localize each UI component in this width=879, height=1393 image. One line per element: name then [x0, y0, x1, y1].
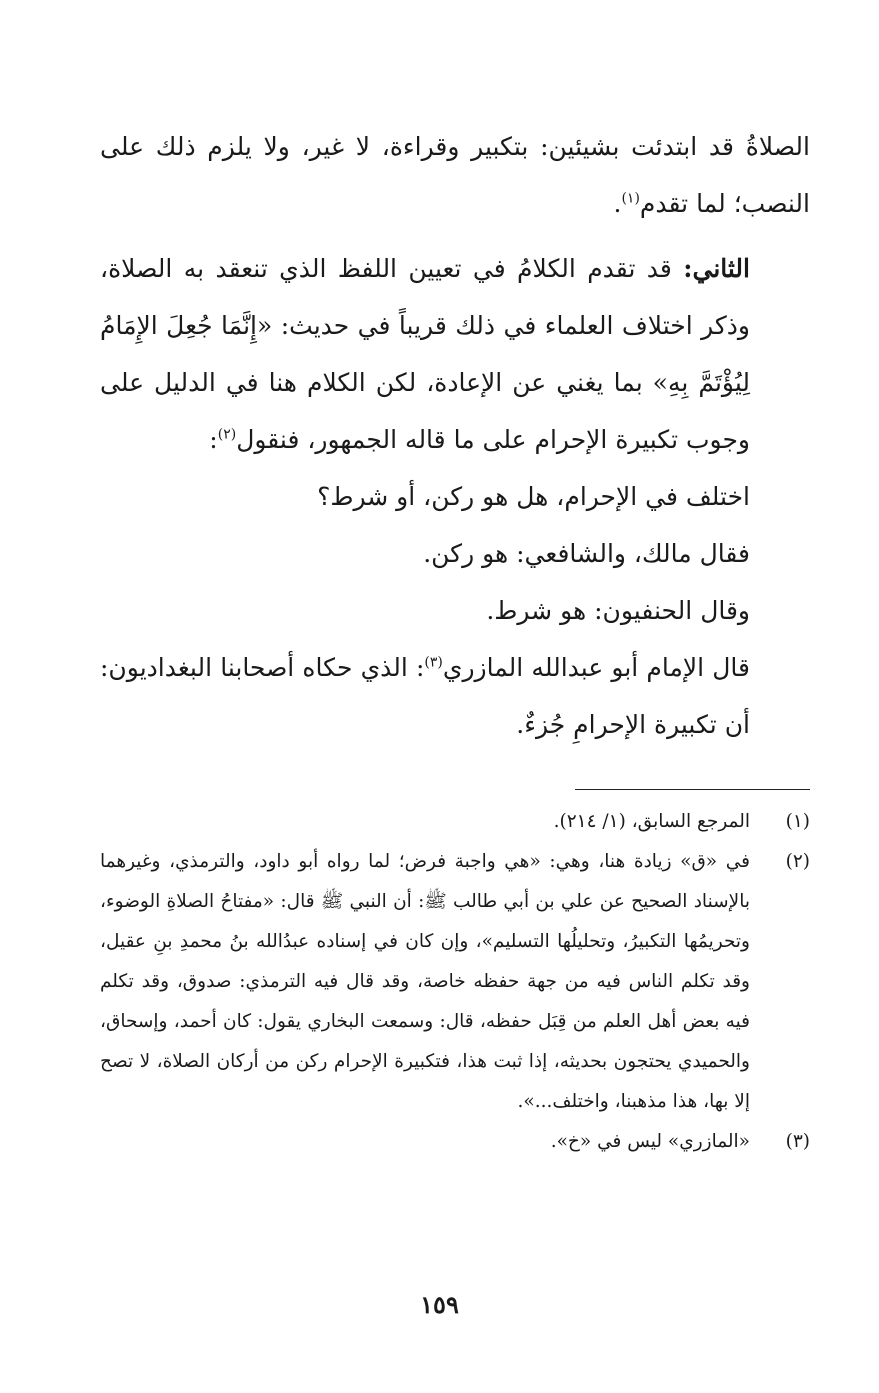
paragraph-2: الثاني: قد تقدم الكلامُ في تعيين اللفظ الذي تنعقد به الصلاة، وذكر اختلاف العلماء في ذلك قريباً في حديث: «إِنَّمَا جُعِلَ الإِمَامُ لِيُؤْتَمَّ بِهِ» بما يغني عن الإعادة، لكن الكلام هنا في الدليل على وجوب تكبيرة الإحرام على ما قاله الجمهور، فنقول$^{(٢)}$: — [100, 254, 750, 454]
main-text — [100, 118, 810, 753]
footnote-text: المرجع السابق، (١/ ٢١٤). — [553, 811, 750, 832]
paragraph-5: وقال الحنفيون: هو شرط. — [486, 596, 750, 625]
footnote-2 — [100, 842, 810, 1122]
footnote-divider — [575, 789, 810, 790]
paragraph-6: قال الإمام أبو عبدالله المازري$^{(٣)}$: الذي حكاه أصحابنا البغداديون: أن تكبيرة الإحرامِ جُزءٌ. — [100, 653, 750, 739]
footnotes — [100, 802, 810, 1162]
section-lead: الثاني: — [683, 254, 750, 283]
footnote-text: في «ق» زيادة هنا، وهي: «هي واجبة فرض؛ لما رواه أبو داود، والترمذي، وغيرهما بالإسناد الصحيح عن علي بن أبي طالب ﷺ: أن النبي ﷺ قال: «مفتاحُ الصلاةِ الوضوء، وتحريمُها التكبيرُ، وتحليلُها التسليم»، وإن كان في إسناده عبدُالله بنُ محمدِ بنِ عقيل، وقد تكلم الناس فيه من جهة حفظه خاصة، وقد قال فيه الترمذي: صدوق، وقد تكلم فيه بعض أهل العلم من قِبَل حفظه، قال: وسمعت البخاري يقول: كان أحمد، وإسحاق، والحميدي يحتجون بحديثه، إذا ثبت هذا، فتكبيرة الإحرام ركن من أركان الصلاة، لا تصح إلا بها، هذا مذهبنا، واختلف...». — [100, 851, 750, 1112]
footnote-ref-1[interactable]: (١) — [621, 190, 640, 207]
footnote-1 — [100, 802, 810, 842]
footnote-ref-2[interactable]: (٢) — [217, 426, 237, 443]
footnote-number: (٢) — [785, 851, 810, 872]
footnote-number: (٣) — [785, 1131, 810, 1152]
footnote-text: «المازري» ليس في «خ». — [550, 1131, 750, 1152]
paragraph-1: الصلاةُ قد ابتدئت بشيئين: بتكبير وقراءة، لا غير، ولا يلزم ذلك على النصب؛ لما تقدم$^{(١)}$. — [100, 132, 810, 218]
paragraph-3: اختلف في الإحرام، هل هو ركن، أو شرط؟ — [317, 482, 750, 511]
footnote-number: (١) — [785, 811, 810, 832]
paragraph-4: فقال مالك، والشافعي: هو ركن. — [423, 539, 750, 568]
footnote-ref-3[interactable]: (٣) — [424, 654, 443, 671]
page-number: ١٥٩ — [420, 1290, 459, 1319]
footnote-3 — [100, 1122, 810, 1162]
